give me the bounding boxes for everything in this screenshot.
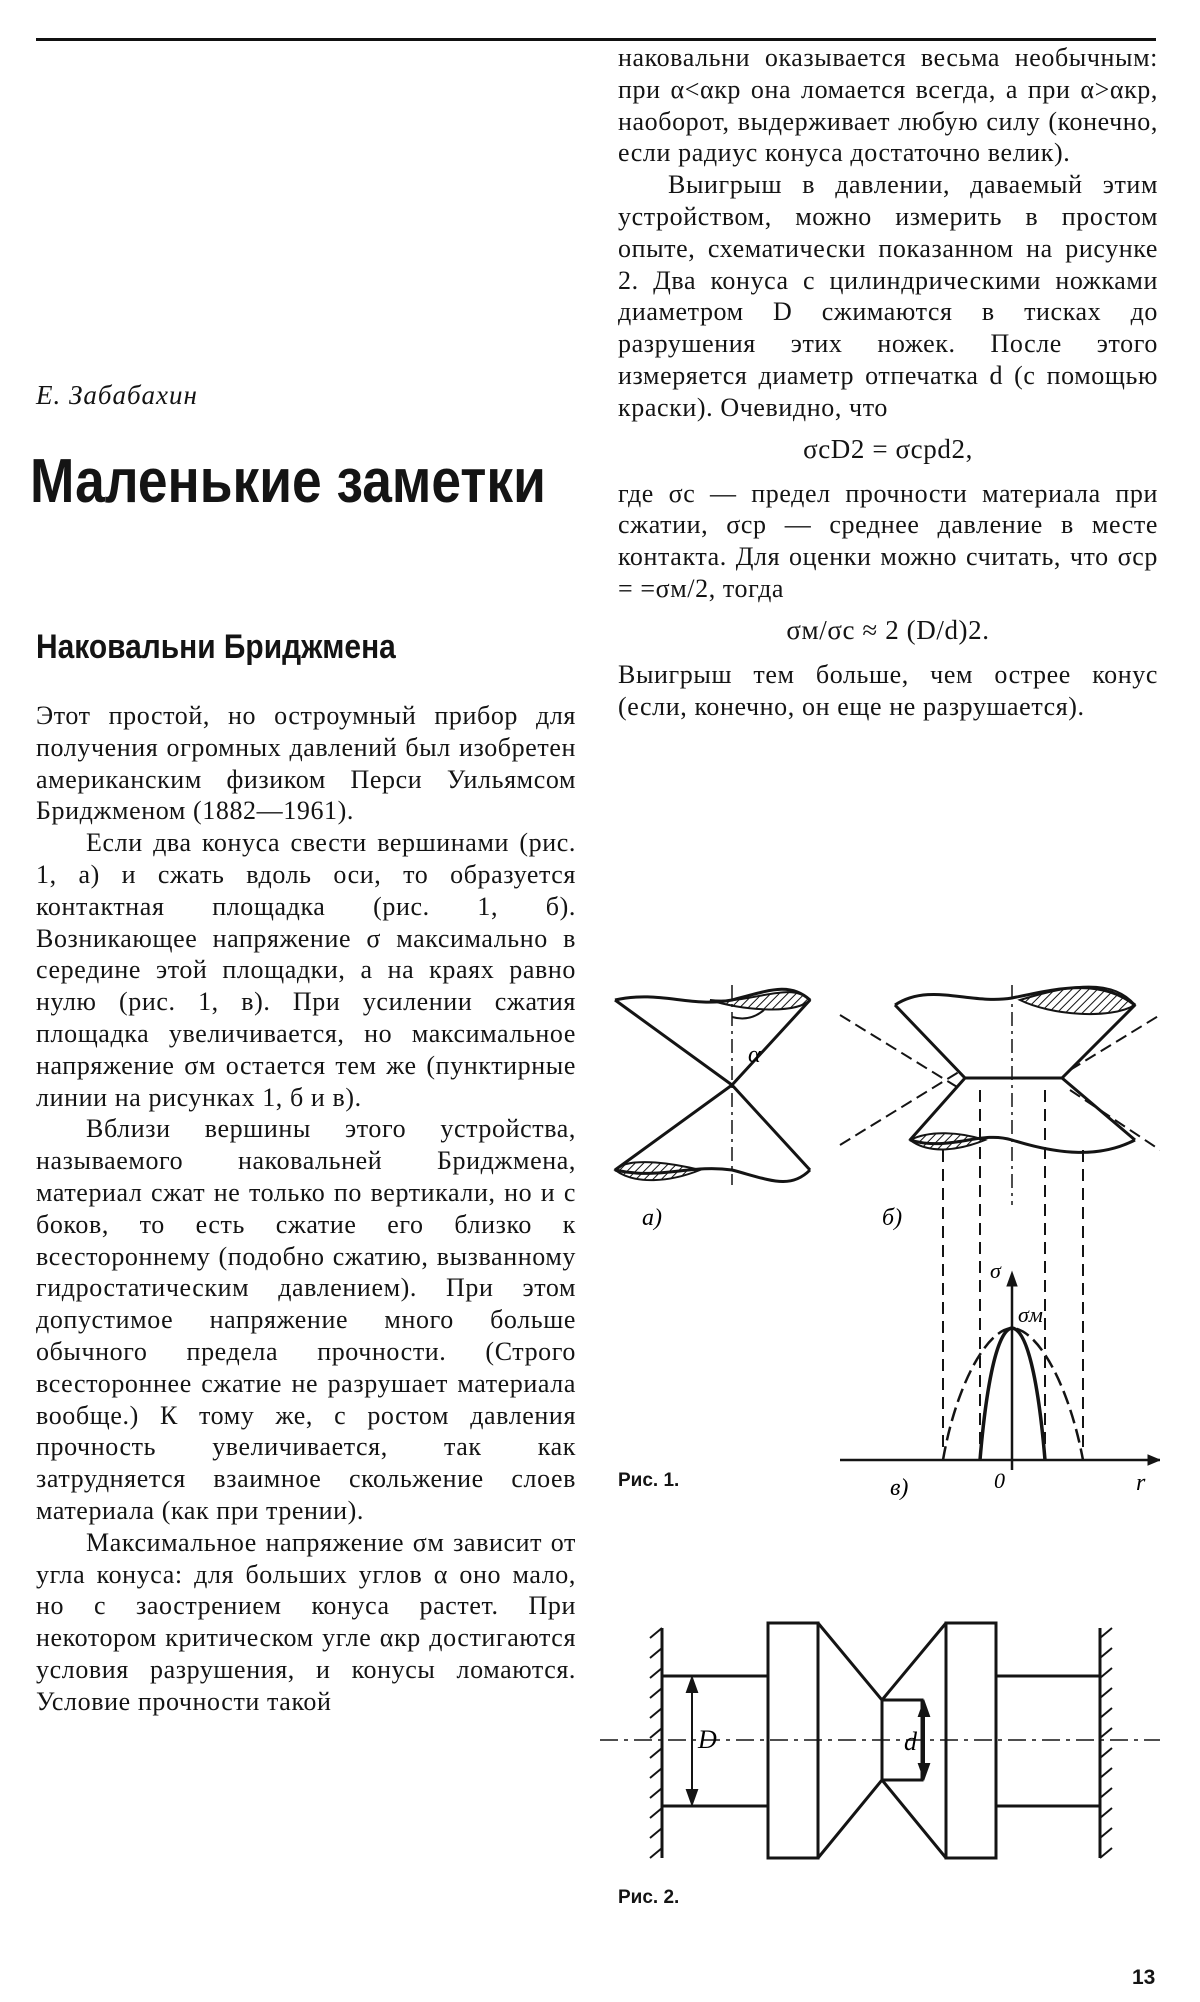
figure-1a-cones — [615, 985, 810, 1185]
section-title: Наковальни Бриджмена — [36, 628, 396, 666]
left-column — [36, 700, 576, 1718]
right-paragraph-2: Выигрыш в давлении, даваемый этим устройством, можно измерить в простом опыте, схематически показанном на рисунке 2. Два конуса с цилиндрическими ножками диаметром D сжимаются в тисках до разрушения этих ножек. После этого измеряется диаметр отпечатка d (с помощью краски). Очевидно, что — [618, 170, 1158, 422]
figure-1b-cones — [840, 985, 1160, 1205]
author: Е. Забабахин — [36, 380, 198, 410]
figure-2-dimensions — [687, 1678, 929, 1804]
sigma-axis-label: σ — [990, 1258, 1001, 1283]
figure-1c-graph — [840, 1272, 1160, 1470]
figure-1a-label: а) — [642, 1205, 662, 1231]
article-title: Маленькие заметки — [30, 447, 546, 516]
right-paragraph-1: наковальни оказывается весьма необычным: при α<αкр она ломается всегда, а при α>αкр, наоборот, выдерживает любую силу (конечно, если радиус конуса достаточно велик). — [618, 43, 1158, 168]
formula-1: σcD2 = σcpd2, — [803, 433, 973, 464]
r-axis-label: r — [1136, 1470, 1146, 1496]
left-paragraph-4: Максимальное напряжение σм зависит от угла конуса: для больших углов α оно мало, но с заострением конуса растет. При некотором критическом угле αкр достигаются условия разрушения, и конусы ломаются. Условие прочности такой — [36, 1527, 576, 1716]
figure-1c-label: в) — [890, 1475, 909, 1500]
top-rule — [36, 38, 1156, 41]
angle-alpha-label: α — [748, 1042, 761, 1068]
sigma-max-label: σм — [1018, 1302, 1043, 1327]
page-number: 13 — [1132, 1966, 1156, 1989]
formula-2: σм/σc ≈ 2 (D/d)2. — [786, 614, 990, 645]
left-paragraph-1: Этот простой, но остроумный прибор для получения огромных давлений был изобретен американским физиком Перси Уильямсом Бриджменом (1882—1961). — [36, 701, 576, 826]
figure-1-caption: Рис. 1. — [618, 1470, 680, 1491]
right-paragraph-4: Выигрыш тем больше, чем острее конус (если, конечно, он еще не разрушается). — [618, 659, 1158, 721]
left-paragraph-2: Если два конуса свести вершинами (рис. 1, а) и сжать вдоль оси, то образуется контактная площадка (рис. 1, б). Возникающее напряжение σ максимально в середине этой площадки, а на краях равно нулю (рис. 1, в). При усилении сжатия площадка увеличивается, но максимальное напряжение σм остается тем же (пунктирные линии на рисунках 1, б и в). — [36, 828, 576, 1112]
left-paragraph-3: Вблизи вершины этого устройства, называемого наковальней Бриджмена, материал сжат не только по вертикали, но и с боков, то есть сжатие его близко к всестороннему (подобно сжатию, вызванному гидростатическим давлением). При этом допустимое напряжение много больше обычного предела прочности. (Строго всестороннее сжатие не разрушает материала вообще.) К тому же, с ростом давления прочность увеличивается, так как затрудняется взаимное скольжение слоев материала (как при трении). — [36, 1114, 576, 1525]
figure-1b-label: б) — [882, 1205, 903, 1231]
dimension-d-label: d — [904, 1727, 917, 1756]
origin-label: 0 — [994, 1468, 1005, 1493]
figure-1 — [600, 960, 1160, 1500]
dimension-D-label: D — [698, 1725, 717, 1754]
figure-2 — [600, 1618, 1170, 1868]
right-column — [618, 42, 1158, 722]
figure-2-caption: Рис. 2. — [618, 1887, 680, 1908]
right-paragraph-3: где σc — предел прочности материала при сжатии, σcp — среднее давление в месте контакта. Для оценки можно считать, что σcp = =σм/2, тогда — [618, 478, 1158, 603]
